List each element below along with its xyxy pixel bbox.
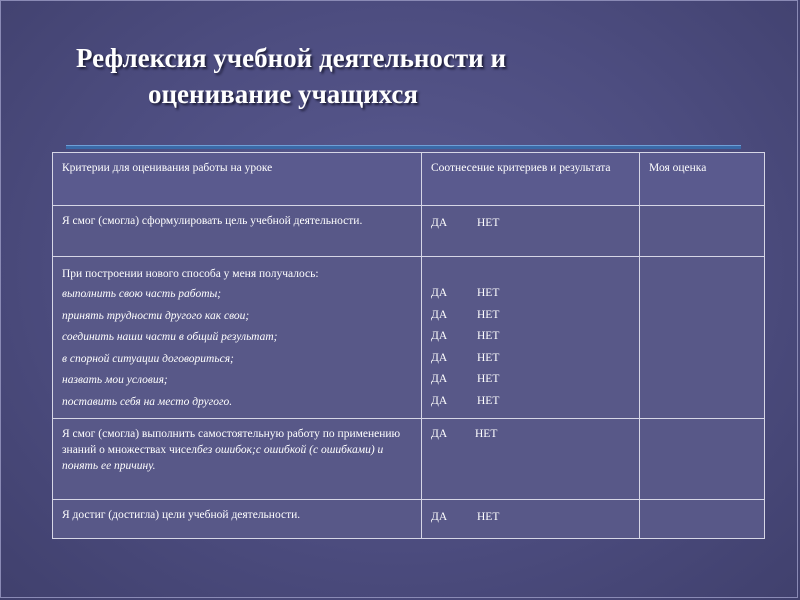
yes-no-option[interactable] [431, 283, 631, 305]
yes-option[interactable]: ДА [431, 217, 448, 229]
yes-option[interactable]: ДА [431, 394, 448, 407]
grade-cell[interactable] [640, 500, 765, 539]
criterion-item: выполнить свою часть работы; [62, 288, 222, 300]
yes-no-option[interactable] [431, 507, 631, 529]
yes-no-option[interactable] [431, 213, 631, 235]
criterion-intro: При построении нового способа у меня получалось: [62, 268, 319, 280]
no-option[interactable]: НЕТ [477, 330, 500, 342]
table-row [53, 257, 765, 419]
yes-no-option[interactable] [431, 305, 631, 327]
criterion-cell [53, 419, 422, 500]
yes-option[interactable]: ДА [431, 330, 448, 342]
criterion-cell: Я смог (смогла) сформулировать цель учебной деятельности. [53, 206, 422, 257]
criterion-cell [53, 257, 422, 419]
title-divider [66, 145, 741, 149]
yes-option[interactable]: ДА [431, 308, 448, 321]
no-option[interactable]: НЕТ [477, 351, 500, 364]
grade-cell[interactable] [640, 206, 765, 257]
yes-no-option[interactable] [431, 369, 631, 391]
no-option[interactable]: НЕТ [477, 394, 500, 407]
table-row [53, 500, 765, 539]
header-my-grade: Моя оценка [640, 153, 765, 206]
yes-no-option[interactable] [431, 426, 631, 442]
yes-no-cell [422, 419, 640, 500]
yes-no-option[interactable] [431, 348, 631, 370]
yes-option[interactable]: ДА [431, 287, 448, 299]
grade-cell[interactable] [640, 257, 765, 419]
table-header-row [53, 153, 765, 206]
slide-title [60, 40, 660, 112]
table-row [53, 206, 765, 257]
criterion-item: соединить наши части в общий результат; [62, 331, 278, 343]
yes-option[interactable]: ДА [431, 351, 448, 364]
criterion-item: в спорной ситуации договориться; [62, 352, 234, 365]
no-option[interactable]: НЕТ [477, 511, 500, 523]
yes-no-option[interactable] [431, 326, 631, 348]
reflection-table [52, 152, 765, 539]
header-criteria: Критерии для оценивания работы на уроке [53, 153, 422, 206]
criterion-item: принять трудности другого как свои; [62, 309, 250, 322]
criterion-options: без ошибок;с ошибкой (с ошибками) и понять ее причину. [62, 444, 384, 472]
no-option[interactable]: НЕТ [477, 287, 500, 299]
yes-no-cell [422, 206, 640, 257]
table-row [53, 419, 765, 500]
criterion-item: поставить себя на место другого. [62, 395, 233, 408]
yes-option[interactable]: ДА [431, 373, 448, 385]
yes-option[interactable]: ДА [431, 511, 448, 523]
no-option[interactable]: НЕТ [477, 308, 500, 321]
criterion-cell: Я достиг (достигла) цели учебной деятельности. [53, 500, 422, 539]
no-option[interactable]: НЕТ [477, 373, 500, 385]
no-option[interactable]: НЕТ [475, 428, 498, 440]
grade-cell[interactable] [640, 419, 765, 500]
yes-option[interactable]: ДА [431, 428, 448, 440]
yes-no-cell [422, 257, 640, 419]
title-line-2: оценивание учащихся [148, 79, 418, 109]
no-option[interactable]: НЕТ [477, 217, 500, 229]
criterion-item: назвать мои условия; [62, 374, 168, 386]
yes-no-option[interactable] [431, 391, 631, 413]
criterion-text: Я смог (смогла) выполнить самостоятельную работу по применению знаний о множествах чисел [62, 428, 401, 456]
header-correlation: Соотнесение критериев и результата [422, 153, 640, 206]
title-line-1: Рефлексия учебной деятельности и [76, 43, 507, 73]
yes-no-cell [422, 500, 640, 539]
